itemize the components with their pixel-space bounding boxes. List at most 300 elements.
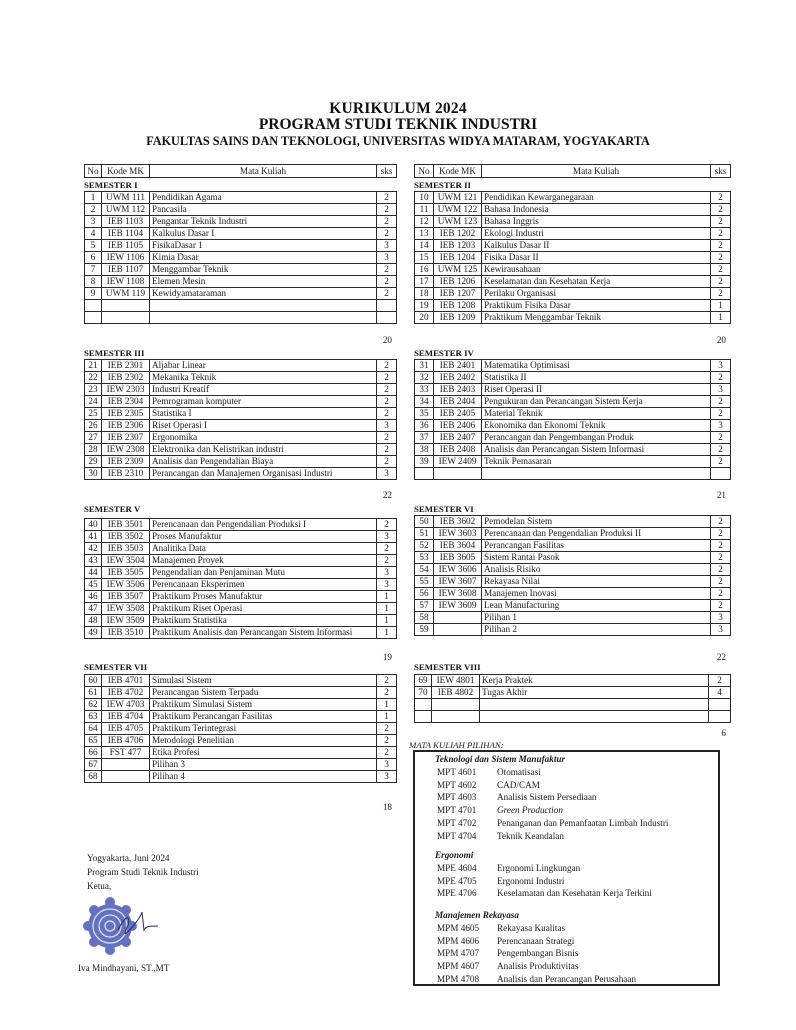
course-name: Ergonomika [150,432,377,444]
course-name: FisikaDasar 1 [150,240,377,252]
course-code: IEW 3609 [434,600,482,612]
course-no: 56 [415,588,434,600]
course-name: Pilihan 3 [150,759,377,771]
course-no: 23 [85,384,102,396]
course-code: IEB 2402 [434,372,482,384]
course-code: IEW 1108 [102,276,150,288]
course-row [85,216,397,228]
course-name: Keselamatan dan Kesehatan Kerja [482,276,711,288]
course-credits: 2 [377,444,397,456]
course-credits: 3 [377,531,397,543]
course-code: IEB 2307 [102,432,150,444]
course-credits: 2 [711,372,731,384]
course-name: Pendidikan Kewarganegaraan [482,192,711,204]
course-name: Elemen Mesin [150,276,377,288]
course-row [85,240,397,252]
course-no: 17 [415,276,434,288]
course-code: IEW 3607 [434,576,482,588]
course-code: IEW 3509 [102,615,150,627]
course-row [85,444,397,456]
course-row [415,228,731,240]
course-no: 29 [85,456,102,468]
course-credits: 2 [711,516,731,528]
course-credits: 2 [377,372,397,384]
course-row [85,432,397,444]
course-row [85,384,397,396]
elective-item [437,974,717,986]
course-code: IEB 2309 [102,456,150,468]
course-row [85,420,397,432]
course-code [432,711,480,723]
elective-code: MPM 4607 [437,961,480,972]
course-code: IEB 2302 [102,372,150,384]
course-no: 57 [415,600,434,612]
faculty-title: FAKULTAS SAINS DAN TEKNOLOGI, UNIVERSITAS WIDYA MATARAM, YOGYAKARTA [146,134,650,148]
course-row [85,675,397,687]
course-no: 46 [85,591,102,603]
elective-code: MPT 4601 [437,767,477,777]
header-kode: Kode MK [434,165,482,178]
course-code: IEB 2403 [434,384,482,396]
course-row [85,531,397,543]
pilihan-label: MATA KULIAH PILIHAN: [409,740,504,750]
course-no: 36 [415,420,434,432]
course-row [415,216,731,228]
column-header-left [84,164,397,178]
course-credits: 1 [711,300,731,312]
course-no: 49 [85,627,102,639]
course-name: Ekologi Industri [482,228,711,240]
course-no: 61 [85,687,102,699]
course-code: IEW 2409 [434,456,482,468]
course-credits [709,711,731,723]
course-code: IEB 3501 [102,519,150,531]
course-no: 69 [415,675,432,687]
course-credits: 3 [711,612,731,624]
course-credits: 2 [377,288,397,300]
course-credits: 2 [711,252,731,264]
course-name: Fisika Dasar II [482,252,711,264]
semester-total-sks: 19 [382,652,392,662]
course-code: IEB 3605 [434,552,482,564]
course-no: 47 [85,603,102,615]
course-name: Manajemen Proyek [150,555,377,567]
course-name: Analisis dan Perancangan Sistem Informasi [482,444,711,456]
course-no: 5 [85,240,102,252]
course-name: Praktikum Statistika [150,615,377,627]
signature-program: Program Studi Teknik Industri [87,867,199,877]
elective-item [437,792,717,804]
course-credits: 3 [377,771,397,783]
course-credits: 2 [377,276,397,288]
course-code: IEB 4701 [102,675,150,687]
course-no [415,699,432,711]
elective-item [437,863,717,875]
course-code: UWM 119 [102,288,150,300]
course-row [415,420,731,432]
course-no: 68 [85,771,102,783]
course-code [102,312,150,324]
course-no: 10 [415,192,434,204]
course-row [415,624,731,636]
course-no: 66 [85,747,102,759]
course-row [85,264,397,276]
course-no: 50 [415,516,434,528]
header-mata-kuliah: Mata Kuliah [150,165,377,178]
course-code: UWM 123 [434,216,482,228]
course-credits: 2 [711,552,731,564]
semester-table [414,191,731,324]
course-name: Pilihan 1 [482,612,711,624]
course-credits: 1 [377,615,397,627]
course-no: 33 [415,384,434,396]
course-name: Kerja Praktek [480,675,709,687]
course-name: Matematika Optimisasi [482,360,711,372]
course-credits: 2 [711,276,731,288]
course-row [415,408,731,420]
course-credits: 2 [711,396,731,408]
course-no: 27 [85,432,102,444]
course-code: IEW 4801 [432,675,480,687]
course-code: IEB 3510 [102,627,150,639]
course-no: 28 [85,444,102,456]
course-credits: 3 [377,420,397,432]
course-no: 43 [85,555,102,567]
header-no: No [415,165,434,178]
course-no: 38 [415,444,434,456]
course-row [415,276,731,288]
signature-name: Iva Mindhayani, ST.,MT [78,963,170,973]
course-credits: 3 [377,567,397,579]
course-no: 4 [85,228,102,240]
elective-item [437,923,717,935]
course-name [150,300,377,312]
course-no: 39 [415,456,434,468]
course-code: IEB 1104 [102,228,150,240]
course-credits: 2 [377,687,397,699]
course-no: 22 [85,372,102,384]
course-no: 53 [415,552,434,564]
course-credits: 2 [711,216,731,228]
course-row [85,396,397,408]
course-no: 12 [415,216,434,228]
course-name: Metodologi Penelitian [150,735,377,747]
semester-table [414,359,731,480]
course-row [415,444,731,456]
course-name [150,312,377,324]
semester-label: SEMESTER VIII [414,662,481,672]
course-name: Praktikum Fisika Dasar [482,300,711,312]
elective-code: MPT 4603 [437,792,477,803]
course-credits: 2 [711,540,731,552]
course-code: UWM 112 [102,204,150,216]
course-credits [709,699,731,711]
course-row [415,612,731,624]
course-name: Praktikum Proses Manufaktur [150,591,377,603]
elective-code: MPE 4706 [437,888,477,899]
course-code: IEW 2303 [102,384,150,396]
semester-total-sks: 21 [716,490,726,500]
course-credits: 3 [377,579,397,591]
semester-label: SEMESTER VI [414,504,474,514]
course-credits: 2 [709,675,731,687]
course-row [85,456,397,468]
course-credits: 1 [377,603,397,615]
course-code: IEB 2306 [102,420,150,432]
course-row [415,468,731,480]
course-no: 42 [85,543,102,555]
course-code: IEW 3506 [102,579,150,591]
course-row [415,528,731,540]
course-code: IEB 2404 [434,396,482,408]
elective-item [437,780,717,792]
course-code: IEW 3608 [434,588,482,600]
course-row [415,192,731,204]
semester-total-sks: 18 [382,802,392,812]
course-code: IEB 1103 [102,216,150,228]
course-name: Industri Kreatif [150,384,377,396]
course-credits: 3 [711,360,731,372]
course-name: Lean Manufacturing [482,600,711,612]
course-credits: 2 [377,228,397,240]
course-credits: 2 [377,519,397,531]
course-name: Kewirausahaan [482,264,711,276]
course-name: Praktikum Simulasi Sistem [150,699,377,711]
course-name [480,699,709,711]
course-credits: 2 [711,264,731,276]
course-code [102,300,150,312]
course-row [85,699,397,711]
course-code [102,759,150,771]
course-no: 55 [415,576,434,588]
course-row [85,288,397,300]
course-credits: 2 [377,216,397,228]
course-name: Manajemen Inovasi [482,588,711,600]
course-credits: 2 [377,747,397,759]
course-name: Kewidyamataraman [150,288,377,300]
course-row [85,579,397,591]
header-mata-kuliah: Mata Kuliah [482,165,711,178]
semester-table [84,674,397,783]
course-credits: 2 [377,360,397,372]
course-credits: 2 [377,204,397,216]
course-name: Pendidikan Agama [150,192,377,204]
course-code: IEB 2305 [102,408,150,420]
course-credits: 2 [377,408,397,420]
course-code: IEW 3603 [434,528,482,540]
course-credits: 2 [377,735,397,747]
course-row [415,456,731,468]
course-credits: 1 [377,699,397,711]
course-credits: 4 [709,687,731,699]
course-no: 20 [415,312,434,324]
semester-total-sks: 20 [382,335,392,345]
elective-item [437,888,717,900]
course-name: Etika Profesi [150,747,377,759]
course-no: 34 [415,396,434,408]
course-name: Pengantar Teknik Industri [150,216,377,228]
course-row [85,567,397,579]
course-name: Mekanika Teknik [150,372,377,384]
elective-name: CAD/CAM [497,779,540,790]
course-no [415,711,432,723]
course-no: 2 [85,204,102,216]
course-row [415,432,731,444]
course-name: Perencanaan dan Pengendalian Produksi I [150,519,377,531]
course-row [85,771,397,783]
course-code [434,612,482,624]
course-row [415,711,731,723]
semester-label: SEMESTER V [84,504,141,514]
semester-table [414,515,731,636]
course-row [85,204,397,216]
course-credits: 2 [711,288,731,300]
course-name: Tugas Akhir [480,687,709,699]
course-name: Analisis dan Pengendalian Biaya [150,456,377,468]
course-name: Kalkulus Dasar I [150,228,377,240]
course-credits: 1 [377,627,397,639]
course-row [85,615,397,627]
semester-label: SEMESTER VII [84,662,148,672]
course-name: Praktikum Riset Operasi [150,603,377,615]
header-no: No [85,165,102,178]
course-code: IEB 3604 [434,540,482,552]
course-no: 64 [85,723,102,735]
course-name: Statistika I [150,408,377,420]
course-row [85,555,397,567]
course-row [415,252,731,264]
course-no [415,468,434,480]
elective-code: MPM 4605 [437,923,480,933]
course-code: IEB 1202 [434,228,482,240]
course-credits: 3 [377,759,397,771]
course-name [480,711,709,723]
elective-code: MPE 4604 [437,863,477,873]
course-credits: 3 [377,468,397,480]
course-credits: 3 [711,420,731,432]
course-row [415,372,731,384]
course-name: Perilaku Organisasi [482,288,711,300]
elective-item [437,767,717,779]
elective-name: Penanganan dan Pemanfaatan Limbah Industri [497,817,669,828]
course-no: 19 [415,300,434,312]
course-credits: 2 [711,444,731,456]
course-no: 11 [415,204,434,216]
elective-code: MPM 4708 [437,973,480,984]
course-no: 18 [415,288,434,300]
course-credits: 2 [711,228,731,240]
course-no: 51 [415,528,434,540]
elective-item [437,831,717,843]
course-code: IEB 4802 [432,687,480,699]
course-row [85,276,397,288]
course-row [85,759,397,771]
course-name: Pilihan 4 [150,771,377,783]
course-row [85,711,397,723]
course-credits: 2 [377,396,397,408]
course-name: Praktikum Perancangan Fasilitas [150,711,377,723]
course-no: 24 [85,396,102,408]
semester-label: SEMESTER III [84,348,145,358]
course-name: Analisis Risiko [482,564,711,576]
course-credits: 2 [377,543,397,555]
course-no: 7 [85,264,102,276]
course-row [85,735,397,747]
course-row [415,396,731,408]
course-row [415,576,731,588]
course-credits: 1 [711,312,731,324]
course-no: 59 [415,624,434,636]
course-name [482,468,711,480]
course-credits: 1 [377,711,397,723]
course-row [415,687,731,699]
course-no: 45 [85,579,102,591]
course-code: IEB 1209 [434,312,482,324]
semester-total-sks: 22 [716,652,726,662]
elective-code: MPM 4606 [437,935,480,946]
elective-code: MPT 4702 [437,817,477,828]
course-name: Perancangan Sistem Terpadu [150,687,377,699]
course-credits [377,312,397,324]
course-row [85,627,397,639]
elective-name: Green Production [497,805,563,816]
course-code: IEW 3606 [434,564,482,576]
course-code: UWM 122 [434,204,482,216]
course-no: 8 [85,276,102,288]
semester-total-sks: 6 [721,728,726,738]
course-name: Pancasila [150,204,377,216]
course-row [85,468,397,480]
course-row [85,312,397,324]
elective-name: Analisis dan Perancangan Perusahaan [497,973,637,984]
course-no: 32 [415,372,434,384]
elective-name: Pengembangan Bisnis [497,948,579,959]
course-credits: 3 [711,624,731,636]
course-row [415,699,731,711]
course-name: Ekonomika dan Ekonomi Teknik [482,420,711,432]
elective-code: MPT 4602 [437,779,477,790]
course-credits: 3 [377,252,397,264]
course-code: IEB 2407 [434,432,482,444]
course-no: 65 [85,735,102,747]
course-code: IEB 2401 [434,360,482,372]
elective-group-title: Manajemen Rekayasa [435,910,519,920]
course-name: Analitika Data [150,543,377,555]
course-no: 31 [415,360,434,372]
course-row [415,600,731,612]
elective-item [437,961,717,973]
course-row [415,300,731,312]
column-header-right [414,164,731,178]
course-name: Pengukuran dan Perancangan Sistem Kerja [482,396,711,408]
course-no: 62 [85,699,102,711]
header-sks: sks [711,165,731,178]
course-name: Praktikum Analisis dan Perancangan Sistem Informasi [150,627,377,639]
course-name: Sistem Rantai Pasok [482,552,711,564]
elective-item [437,948,717,960]
course-name: Perancangan dan Pengembangan Produk [482,432,711,444]
elective-name: Keselamatan dan Kesehatan Kerja Terkini [497,888,652,899]
course-credits: 2 [377,264,397,276]
course-name: Perencanaan Eksperimen [150,579,377,591]
course-name: Perancangan Fasilitas [482,540,711,552]
course-row [415,288,731,300]
course-row [85,192,397,204]
course-credits: 2 [711,600,731,612]
course-credits: 2 [711,588,731,600]
course-credits: 1 [377,591,397,603]
course-code: IEW 4703 [102,699,150,711]
